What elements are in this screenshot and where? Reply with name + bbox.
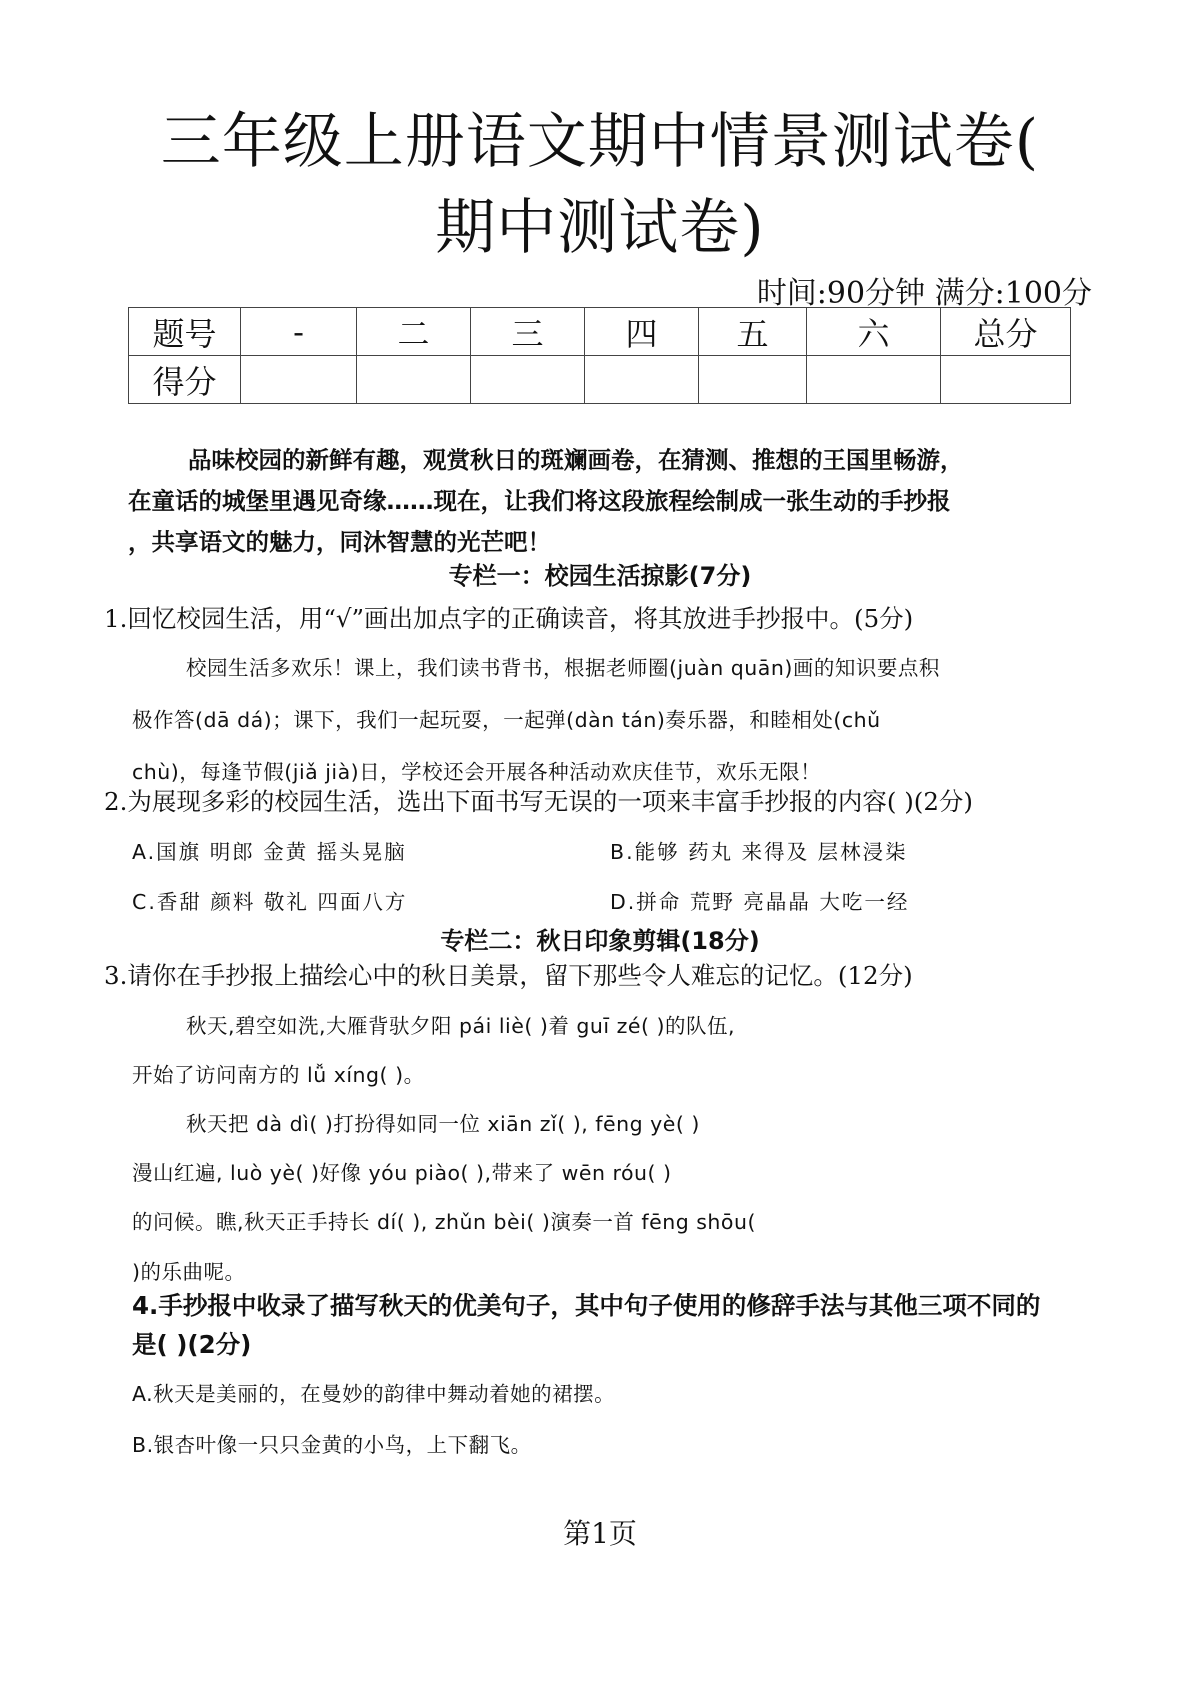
score-table [128, 307, 1071, 404]
score-table-header-cell: 二 [357, 308, 471, 356]
score-table-header-row [129, 308, 1071, 356]
time-and-score-info: 时间:90分钟 满分:100分 [756, 276, 1092, 311]
score-table-header-cell: - [241, 308, 357, 356]
page-number: 第1页 [563, 1517, 637, 1550]
exam-title-line1: 三年级上册语文期中情景测试卷( [160, 107, 1040, 177]
exam-title-line2: 期中测试卷) [435, 193, 765, 263]
score-table-header-cell: 题号 [129, 308, 241, 356]
score-cell[interactable] [471, 356, 585, 404]
section1-title: 专栏一：校园生活掠影(7分) [448, 562, 752, 590]
intro-line: ，共享语文的魅力，同沐智慧的光芒吧！ [128, 528, 551, 556]
score-cell[interactable] [941, 356, 1071, 404]
q1-passage-line: 极作答(dā dá)；课下，我们一起玩耍，一起弹(dàn tán)奏乐器，和睦相处(chǔ [132, 708, 881, 732]
section2-title: 专栏二：秋日印象剪辑(18分) [440, 927, 760, 955]
intro-paragraph [128, 440, 1088, 563]
score-row-label: 得分 [129, 356, 241, 404]
q1-passage-line: chù)，每逢节假(jiǎ jià)日，学校还会开展各种活动欢庆佳节，欢乐无限！ [132, 760, 822, 784]
intro-line: 在童话的城堡里遇见奇缘……现在，让我们将这段旅程绘制成一张生动的手抄报 [128, 487, 951, 515]
q3-passage-line: 漫山红遍, luò yè( )好像 yóu piào( ),带来了 wēn róu( ) [132, 1161, 672, 1185]
score-table-header-cell: 三 [471, 308, 585, 356]
q1-stem: 1.回忆校园生活，用“√”画出加点字的正确读音，将其放进手抄报中。(5分) [104, 604, 914, 633]
q3-passage-line: 秋天把 dà dì( )打扮得如同一位 xiān zǐ( ), fēng yè( ) [186, 1112, 700, 1136]
q3-stem: 3.请你在手抄报上描绘心中的秋日美景，留下那些令人难忘的记忆。(12分) [104, 961, 913, 990]
q3-passage-line: 的问候。瞧,秋天正手持长 dí( ), zhǔn bèi( )演奏一首 fēng shōu( [132, 1210, 756, 1234]
q2-stem: 2.为展现多彩的校园生活，选出下面书写无误的一项来丰富手抄报的内容( )(2分) [104, 787, 973, 816]
q3-passage-line: 开始了访问南方的 lǚ xíng( )。 [132, 1063, 425, 1087]
q3-passage-line: 秋天,碧空如洗,大雁背驮夕阳 pái liè( )着 guī zé( )的队伍, [186, 1014, 735, 1038]
score-cell[interactable] [699, 356, 807, 404]
q2-option-a: A.国旗 明郎 金黄 摇头晃脑 [132, 840, 407, 864]
q2-option-d: D.拼命 荒野 亮晶晶 大吃一经 [610, 890, 910, 914]
q4-option-b: B.银杏叶像一只只金黄的小鸟，上下翻飞。 [132, 1433, 532, 1457]
q1-passage-line: 校园生活多欢乐！课上，我们读书背书，根据老师圈(juàn quān)画的知识要点积 [186, 656, 940, 680]
score-table-header-cell: 总分 [941, 308, 1071, 356]
q4-stem-line2: 是( )(2分) [132, 1330, 252, 1359]
score-table-header-cell: 四 [585, 308, 699, 356]
score-cell[interactable] [585, 356, 699, 404]
q2-option-c: C.香甜 颜料 敬礼 四面八方 [132, 890, 408, 914]
q2-option-b: B.能够 药丸 来得及 层林浸柒 [610, 840, 908, 864]
score-cell[interactable] [357, 356, 471, 404]
score-cell[interactable] [241, 356, 357, 404]
intro-line: 品味校园的新鲜有趣，观赏秋日的斑斓画卷，在猜测、推想的王国里畅游， [188, 446, 964, 474]
score-table-header-cell: 六 [807, 308, 941, 356]
score-table-score-row [129, 356, 1071, 404]
score-cell[interactable] [807, 356, 941, 404]
q4-option-a: A.秋天是美丽的，在曼妙的韵律中舞动着她的裙摆。 [132, 1382, 616, 1406]
q4-stem-line1: 4.手抄报中收录了描写秋天的优美句子，其中句子使用的修辞手法与其他三项不同的 [132, 1291, 1041, 1320]
score-table-header-cell: 五 [699, 308, 807, 356]
q3-passage-line: )的乐曲呢。 [132, 1260, 246, 1284]
